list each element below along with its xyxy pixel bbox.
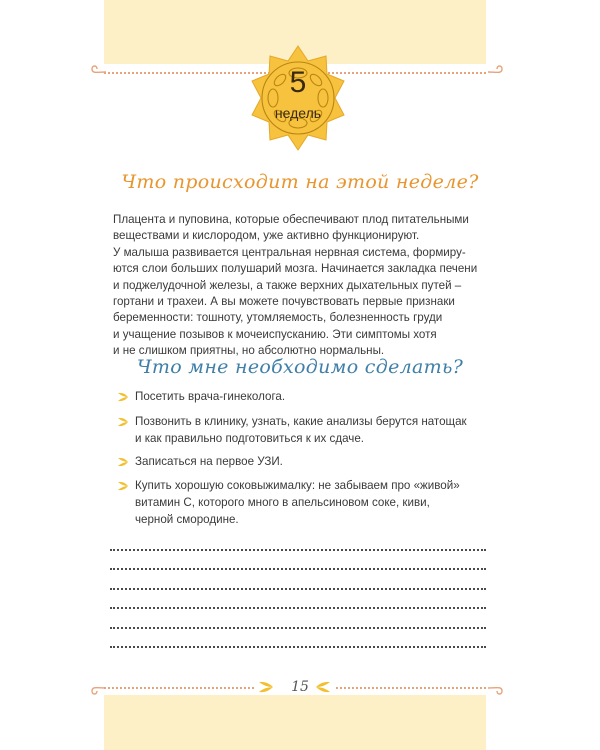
list-item-text: Купить хорошую соковыжималку: не забываем про «живой» xyxy=(135,479,460,492)
writing-line xyxy=(110,607,486,609)
paragraph-line: и учащение позывов к мочеиспусканию. Эти симптомы хотя xyxy=(113,327,437,341)
bottom-dotted-rule-left xyxy=(104,687,254,689)
leaf-bullet-icon xyxy=(117,480,129,492)
intro-paragraph xyxy=(113,212,493,360)
paragraph-line: ются слои больших полушарий мозга. Начинается закладка печени xyxy=(113,262,478,276)
writing-line xyxy=(110,549,486,551)
leaf-bullet-icon xyxy=(117,416,129,428)
week-number: 5 xyxy=(289,66,307,99)
list-item-text: черной смородине. xyxy=(135,513,239,526)
writing-line xyxy=(110,588,486,590)
week-label: недель xyxy=(274,105,322,121)
page-number: 15 xyxy=(291,679,309,695)
list-item-text: Записаться на первое УЗИ. xyxy=(135,455,283,468)
section-heading-what-happens: Что происходит на этой неделе? xyxy=(121,171,479,193)
bottom-right-curl-ornament xyxy=(486,680,506,696)
list-item-text: Посетить врача-гинеколога. xyxy=(135,390,286,403)
bottom-left-curl-ornament xyxy=(88,680,108,696)
writing-line xyxy=(110,627,486,629)
paragraph-line: У малыша развивается центральная нервная система, формиру- xyxy=(113,245,466,259)
top-right-curl-ornament xyxy=(486,64,506,80)
bottom-dotted-rule-right xyxy=(336,687,486,689)
list-item-text: Позвонить в клинику, узнать, какие анализы берутся натощак xyxy=(135,415,467,428)
writing-line xyxy=(110,568,486,570)
leaf-bullet-icon xyxy=(117,391,129,403)
paragraph-line: беременности: тошноту, утомляемость, болезненность груди xyxy=(113,311,443,325)
bottom-decor-band xyxy=(104,695,486,750)
writing-line xyxy=(110,646,486,648)
list-item-text: витамин С, которого много в апельсиновом соке, киви, xyxy=(135,496,430,509)
leaf-bullet-icon xyxy=(117,456,129,468)
paragraph-line: и поджелудочной железы, а также верхних дыхательных путей – xyxy=(113,278,462,292)
paragraph-line: гортани и трахеи. А вы можете почувствовать первые признаки xyxy=(113,295,455,309)
paragraph-line: и не слишком приятны, но абсолютно нормальны. xyxy=(113,344,385,358)
paragraph-line: веществами и кислородом, уже активно функционируют. xyxy=(113,229,420,243)
list-item-text: и как правильно подготовиться к их сдаче. xyxy=(135,432,365,445)
paragraph-line: Плацента и пуповина, которые обеспечивают плод питательными xyxy=(113,213,469,226)
section-heading-todo: Что мне необходимо сделать? xyxy=(136,356,464,378)
top-left-curl-ornament xyxy=(88,64,108,80)
